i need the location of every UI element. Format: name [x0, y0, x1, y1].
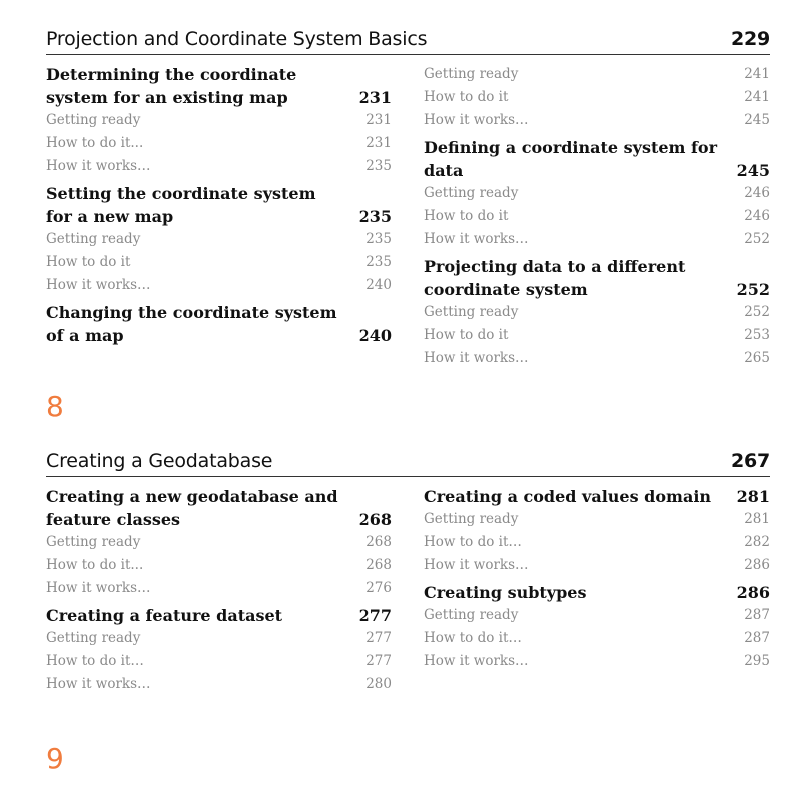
section-title: Creating a new geodatabase and feature classes	[46, 487, 338, 529]
subentry-row[interactable]	[424, 554, 770, 577]
section-title: Determining the coordinate system for an existing map	[46, 65, 297, 107]
subentry-row[interactable]	[424, 205, 770, 228]
subentry-page: 246	[744, 185, 770, 201]
section-title: Defining a coordinate system for data	[424, 138, 718, 180]
subentry-page: 241	[744, 66, 770, 82]
subentry-label: How it works…	[424, 112, 529, 128]
subentry-row[interactable]	[424, 63, 770, 86]
subentry-label: How to do it	[46, 254, 131, 270]
section-heading[interactable]	[46, 301, 392, 347]
section-page: 245	[736, 161, 770, 180]
subentry-label: How to do it…	[46, 653, 144, 669]
subentry-row[interactable]	[424, 324, 770, 347]
section-heading[interactable]	[424, 485, 770, 508]
section-heading[interactable]	[424, 581, 770, 604]
toc-section	[424, 255, 770, 370]
subentry-page: 286	[744, 557, 770, 573]
chapter-block	[46, 450, 770, 700]
subentry-row[interactable]	[424, 182, 770, 205]
subentry-page: 277	[366, 630, 392, 646]
subentry-page: 277	[366, 653, 392, 669]
subentry-label: Getting ready	[424, 607, 519, 623]
chapter-page: 267	[730, 450, 770, 472]
toc-left-column	[46, 485, 392, 700]
section-title: Changing the coordinate system of a map	[46, 303, 337, 345]
subentry-label: How it works…	[46, 580, 151, 596]
chapter-heading	[46, 28, 770, 55]
toc-section	[424, 581, 770, 673]
chapter-page: 229	[730, 28, 770, 50]
toc-section	[424, 136, 770, 251]
subentry-row[interactable]	[46, 132, 392, 155]
section-page: 277	[358, 606, 392, 625]
subentry-row[interactable]	[46, 673, 392, 696]
subentry-page: 252	[744, 231, 770, 247]
subentry-page: 235	[366, 158, 392, 174]
subentry-page: 240	[366, 277, 392, 293]
subentry-label: How it works…	[424, 653, 529, 669]
subentry-row[interactable]	[424, 228, 770, 251]
subentry-page: 281	[744, 511, 770, 527]
chapter-block	[46, 28, 770, 374]
chapter-title: Projection and Coordinate System Basics	[46, 28, 428, 50]
subentry-label: How it works…	[424, 557, 529, 573]
subentry-label: How to do it...	[46, 557, 144, 573]
chapter-heading	[46, 450, 770, 477]
subentry-page: 280	[366, 676, 392, 692]
section-title: Creating a feature dataset	[46, 606, 283, 625]
toc-left-column	[46, 63, 392, 374]
subentry-label: Getting ready	[46, 231, 141, 247]
subentry-row[interactable]	[424, 347, 770, 370]
subentry-label: How it works…	[424, 231, 529, 247]
subentry-row[interactable]	[46, 228, 392, 251]
subentry-row[interactable]	[424, 604, 770, 627]
section-title: Setting the coordinate system for a new map	[46, 184, 316, 226]
chapter-number: 9	[46, 742, 64, 775]
subentry-page: 246	[744, 208, 770, 224]
subentry-row[interactable]	[424, 650, 770, 673]
section-heading[interactable]	[46, 485, 392, 531]
section-page: 268	[358, 510, 392, 529]
subentry-page: 253	[744, 327, 770, 343]
subentry-label: Getting ready	[46, 630, 141, 646]
subentry-page: 276	[366, 580, 392, 596]
subentry-label: Getting ready	[424, 66, 519, 82]
subentry-label: How it works…	[46, 676, 151, 692]
subentry-page: 235	[366, 231, 392, 247]
subentry-page: 265	[744, 350, 770, 366]
subentry-row[interactable]	[46, 109, 392, 132]
section-page: 281	[736, 487, 770, 506]
toc-section	[46, 485, 392, 600]
subentry-label: How to do it	[424, 208, 509, 224]
toc-section	[46, 301, 392, 347]
subentry-label: How it works…	[424, 350, 529, 366]
section-title: Creating a coded values domain	[424, 487, 712, 506]
subentry-page: 287	[744, 630, 770, 646]
toc-section	[46, 604, 392, 696]
subentry-row[interactable]	[46, 274, 392, 297]
chapter-title: Creating a Geodatabase	[46, 450, 273, 472]
subentry-label: How to do it	[424, 89, 509, 105]
subentry-page: 295	[744, 653, 770, 669]
section-page: 286	[736, 583, 770, 602]
subentry-page: 282	[744, 534, 770, 550]
subentry-row[interactable]	[46, 531, 392, 554]
section-page: 252	[736, 280, 770, 299]
toc-section	[424, 63, 770, 132]
subentry-page: 245	[744, 112, 770, 128]
toc-right-column	[424, 485, 770, 700]
subentry-label: How it works…	[46, 158, 151, 174]
toc-section	[46, 182, 392, 297]
section-title: Projecting data to a different coordinate system	[424, 257, 686, 299]
subentry-label: How to do it	[424, 327, 509, 343]
subentry-row[interactable]	[424, 508, 770, 531]
subentry-label: Getting ready	[424, 304, 519, 320]
subentry-page: 268	[366, 557, 392, 573]
subentry-label: How to do it...	[46, 135, 144, 151]
subentry-label: Getting ready	[46, 534, 141, 550]
subentry-row[interactable]	[46, 627, 392, 650]
subentry-page: 268	[366, 534, 392, 550]
subentry-row[interactable]	[424, 301, 770, 324]
subentry-page: 252	[744, 304, 770, 320]
section-title: Creating subtypes	[424, 583, 587, 602]
subentry-page: 241	[744, 89, 770, 105]
toc-section	[46, 63, 392, 178]
toc-columns	[46, 485, 770, 700]
subentry-page: 235	[366, 254, 392, 270]
section-heading[interactable]	[424, 255, 770, 301]
subentry-label: Getting ready	[424, 185, 519, 201]
section-page: 231	[358, 88, 392, 107]
subentry-row[interactable]	[46, 577, 392, 600]
subentry-page: 287	[744, 607, 770, 623]
section-page: 235	[358, 207, 392, 226]
subentry-row[interactable]	[46, 251, 392, 274]
toc-columns	[46, 63, 770, 374]
subentry-row[interactable]	[424, 86, 770, 109]
subentry-label: Getting ready	[46, 112, 141, 128]
section-heading[interactable]	[46, 182, 392, 228]
subentry-row[interactable]	[424, 109, 770, 132]
subentry-page: 231	[366, 112, 392, 128]
section-heading[interactable]	[46, 604, 392, 627]
subentry-row[interactable]	[46, 554, 392, 577]
subentry-row[interactable]	[46, 155, 392, 178]
section-heading[interactable]	[424, 136, 770, 182]
section-heading[interactable]	[46, 63, 392, 109]
subentry-label: How to do it…	[424, 534, 522, 550]
toc-section	[424, 485, 770, 577]
subentry-row[interactable]	[424, 531, 770, 554]
chapter-number: 8	[46, 390, 64, 423]
subentry-label: How it works…	[46, 277, 151, 293]
section-page: 240	[358, 326, 392, 345]
subentry-label: Getting ready	[424, 511, 519, 527]
subentry-page: 231	[366, 135, 392, 151]
subentry-label: How to do it…	[424, 630, 522, 646]
subentry-row[interactable]	[46, 650, 392, 673]
subentry-row[interactable]	[424, 627, 770, 650]
toc-right-column	[424, 63, 770, 374]
